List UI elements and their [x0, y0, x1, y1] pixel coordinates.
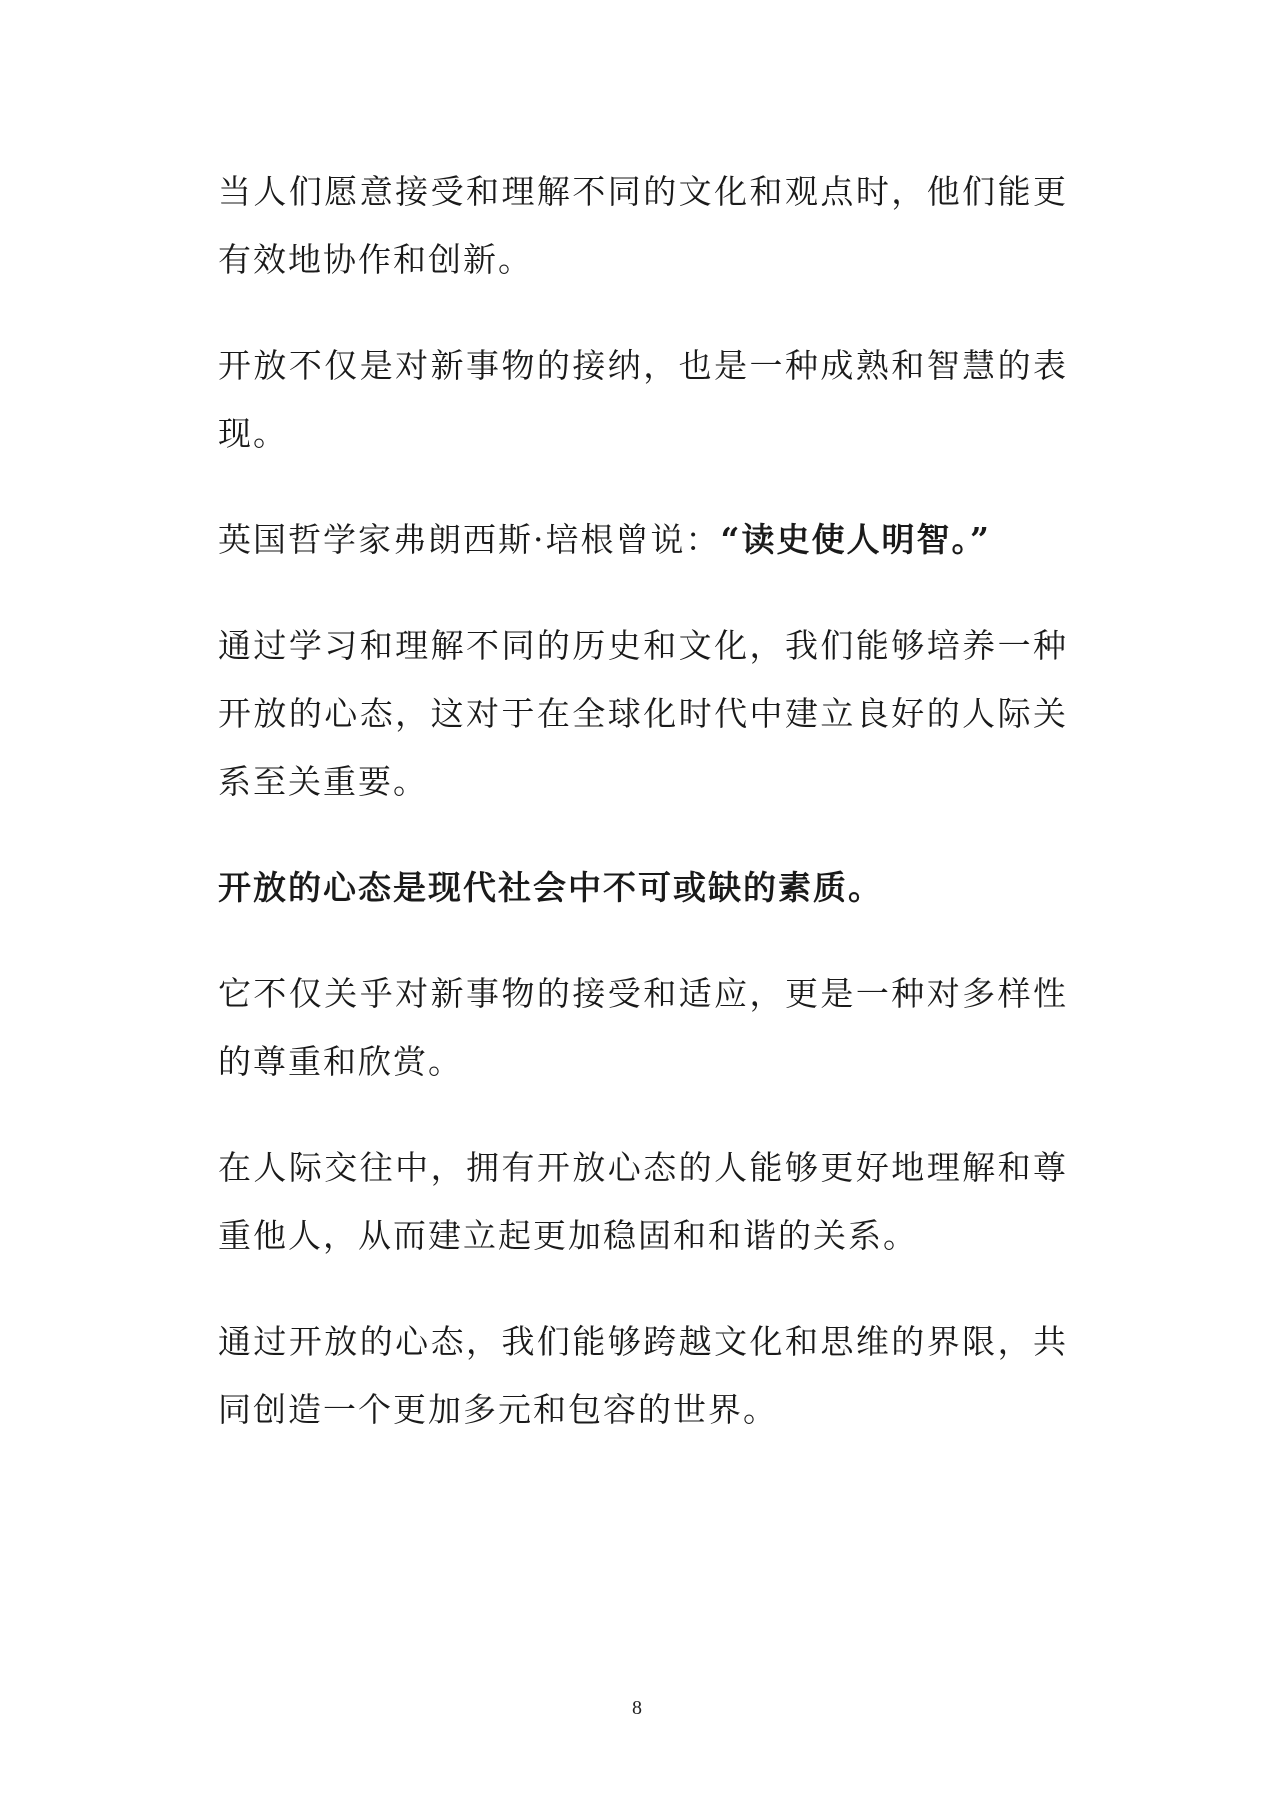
paragraph-8: 通过开放的心态，我们能够跨越文化和思维的界限，共同创造一个更加多元和包容的世界。 — [218, 1322, 1068, 1429]
page-body — [218, 158, 1068, 1482]
paragraph-6: 它不仅关乎对新事物的接受和适应，更是一种对多样性的尊重和欣赏。 — [218, 974, 1068, 1081]
page-number: 8 — [632, 1697, 642, 1719]
paragraph-7: 在人际交往中，拥有开放心态的人能够更好地理解和尊重他人，从而建立起更加稳固和和谐的关系。 — [218, 1148, 1068, 1255]
paragraph-3-quote — [218, 506, 1068, 574]
paragraph-1: 当人们愿意接受和理解不同的文化和观点时，他们能更有效地协作和创新。 — [218, 172, 1068, 279]
paragraph-2: 开放不仅是对新事物的接纳，也是一种成熟和智慧的表现。 — [218, 346, 1068, 453]
paragraph-5-emphasis: 开放的心态是现代社会中不可或缺的素质。 — [218, 868, 883, 907]
quote-attribution: 英国哲学家弗朗西斯·培根曾说： — [218, 520, 721, 559]
paragraph-4: 通过学习和理解不同的历史和文化，我们能够培养一种开放的心态，这对于在全球化时代中建立良好的人际关系至关重要。 — [218, 626, 1068, 801]
bacon-quote: “读史使人明智。” — [720, 520, 991, 559]
